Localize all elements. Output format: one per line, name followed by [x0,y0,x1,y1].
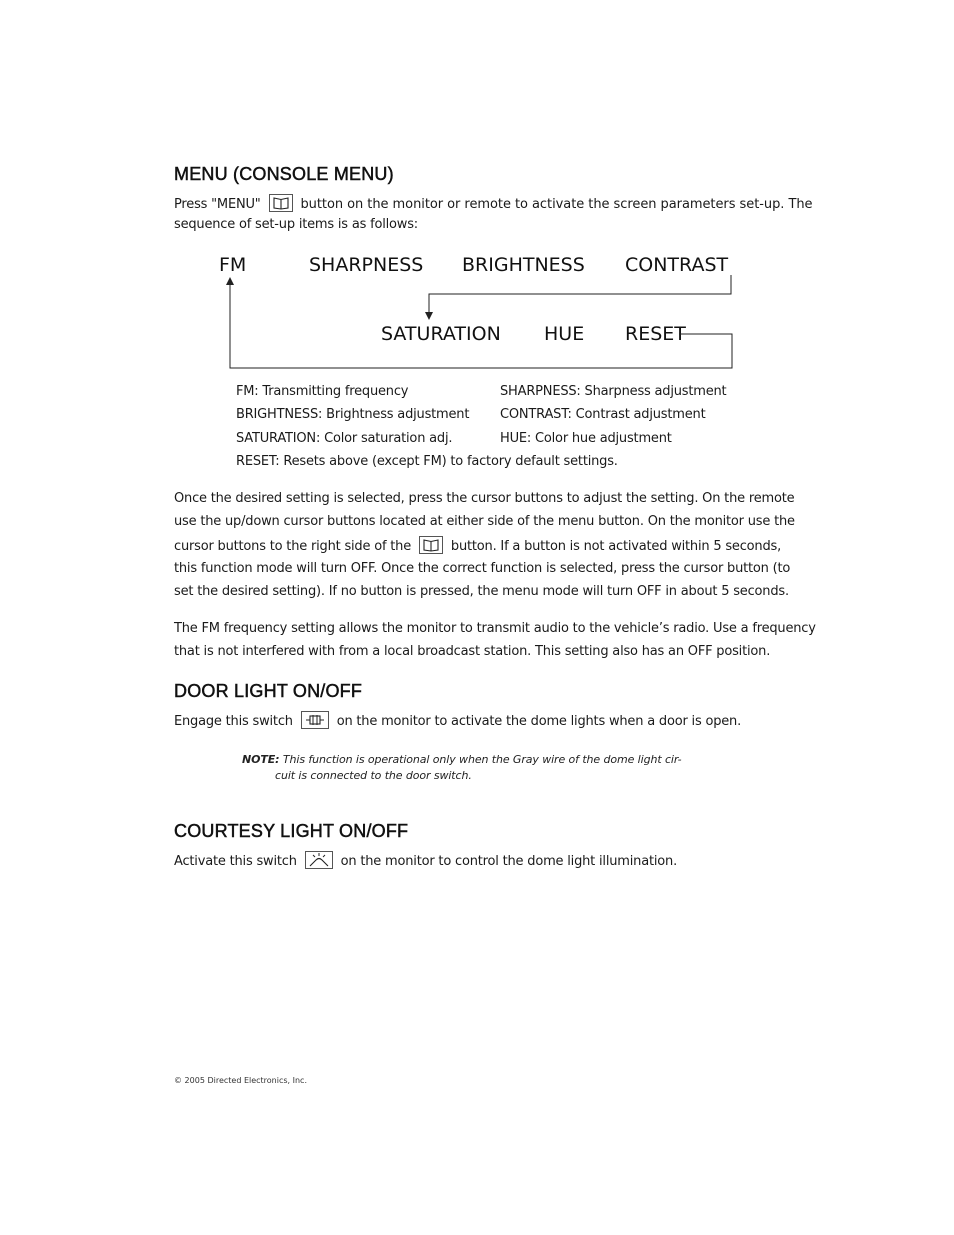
footer-copyright: © 2005 Directed Electronics, Inc. [174,1076,307,1085]
seq-contrast: CONTRAST [625,254,729,276]
para3-line2: that is not interfered with from a local broadcast station. This setting also has an OFF position. [174,644,771,659]
menu-intro-line2: sequence of set-up items is as follows: [174,217,418,232]
para2-line5: set the desired setting). If no button is pressed, the menu mode will turn OFF in about 5 seconds. [174,584,789,599]
def-hue: HUE: Color hue adjustment [500,431,672,446]
def-saturation: SATURATION: Color saturation adj. [236,431,453,446]
def-contrast: CONTRAST: Contrast adjustment [500,407,706,422]
para2-line3-text-b: button. If a button is not activated within 5 seconds, [450,539,782,554]
seq-saturation: SATURATION [381,323,501,345]
courtesy-light-icon [305,851,333,869]
menu-intro-text-a: Press "MENU" [174,197,261,212]
para2-line2: use the up/down cursor buttons located at either side of the menu button. On the monitor use the [174,514,795,529]
note-line2: cuit is connected to the door switch. [275,769,472,782]
door-text-a: Engage this switch [174,714,293,729]
note-line1 [242,753,682,766]
door-text [174,711,741,729]
para2-line3 [174,536,781,554]
seq-fm: FM [219,254,247,276]
courtesy-text [174,851,677,869]
seq-reset: RESET [625,323,686,345]
door-text-b: on the monitor to activate the dome lights when a door is open. [336,714,742,729]
para2-line1: Once the desired setting is selected, press the cursor buttons to adjust the setting. On the remote [174,491,795,506]
def-reset: RESET: Resets above (except FM) to factory default settings. [236,454,618,469]
courtesy-text-a: Activate this switch [174,854,297,869]
book-icon [419,536,443,554]
sequence-arrows [0,0,954,400]
def-sharpness: SHARPNESS: Sharpness adjustment [500,384,727,399]
door-light-icon [301,711,329,729]
def-brightness: BRIGHTNESS: Brightness adjustment [236,407,470,422]
def-fm: FM: Transmitting frequency [236,384,409,399]
courtesy-heading: COURTESY LIGHT ON/OFF [174,821,409,841]
seq-hue: HUE [544,323,585,345]
note-line1-text: This function is operational only when the Gray wire of the dome light cir- [282,753,682,766]
door-heading: DOOR LIGHT ON/OFF [174,681,363,701]
note-label: NOTE: [242,753,280,766]
seq-sharpness: SHARPNESS [309,254,424,276]
menu-heading: MENU (CONSOLE MENU) [174,164,394,184]
para3-line1: The FM frequency setting allows the monitor to transmit audio to the vehicle’s radio. Use a frequency [174,621,816,636]
courtesy-text-b: on the monitor to control the dome light illumination. [340,854,678,869]
menu-intro-text-b: button on the monitor or remote to activate the screen parameters set-up. The [300,197,813,212]
para2-line4: this function mode will turn OFF. Once the correct function is selected, press the cursor button (to [174,561,791,576]
seq-brightness: BRIGHTNESS [462,254,585,276]
para2-line3-text-a: cursor buttons to the right side of the [174,539,412,554]
